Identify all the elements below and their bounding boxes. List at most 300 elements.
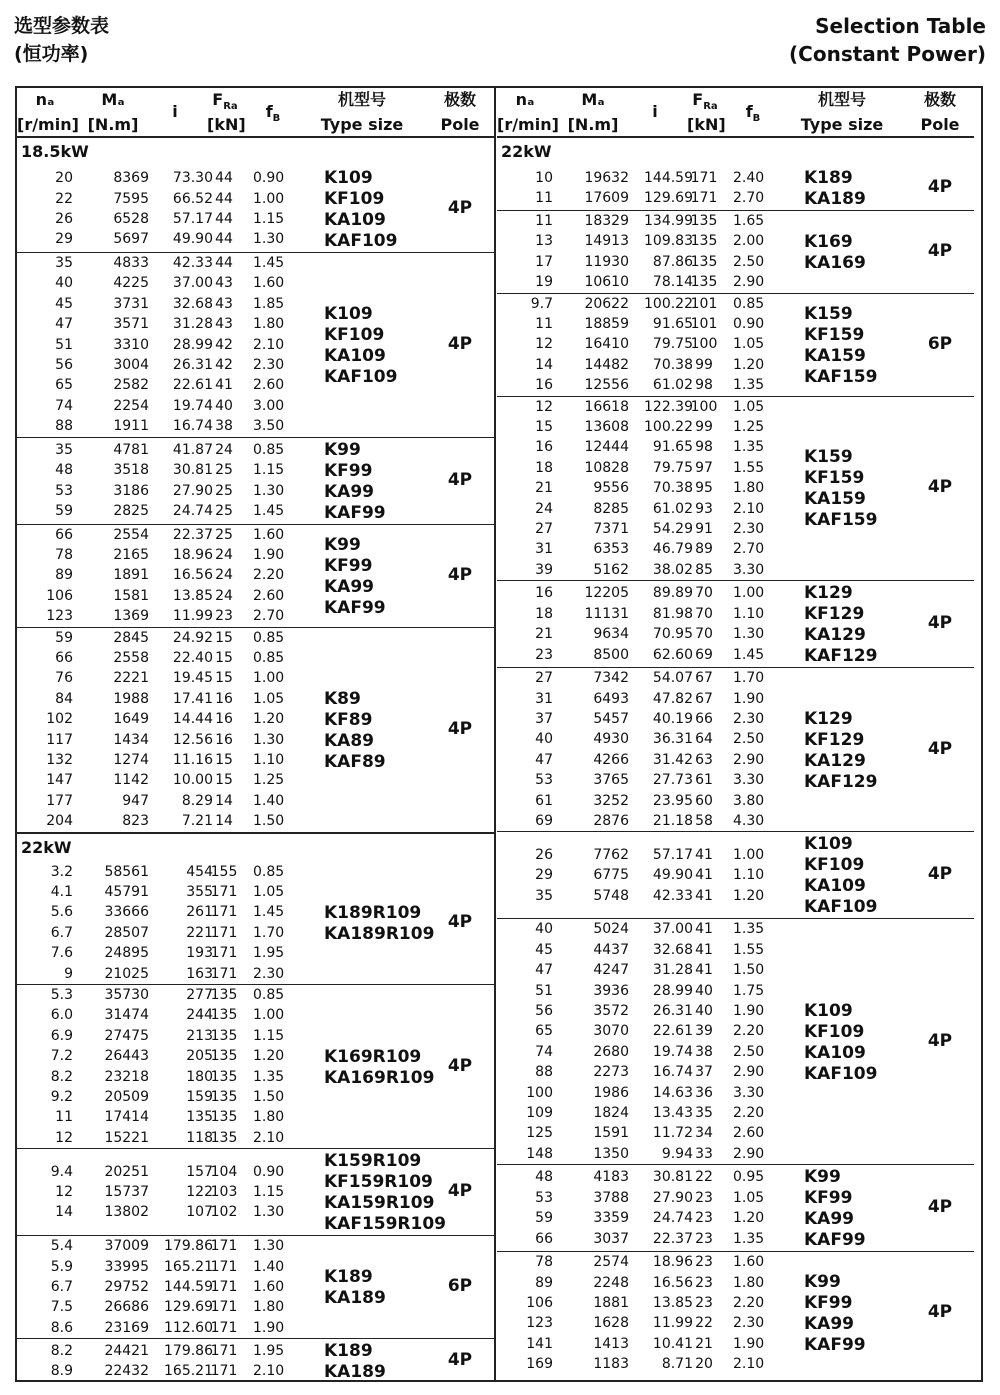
ratio-value: 37.00 [172, 275, 213, 292]
type-size: KAF129 [804, 646, 878, 667]
pole-value: 6P [927, 333, 953, 354]
service-factor-value: 2.60 [733, 1125, 765, 1142]
pole-value: 4P [927, 864, 953, 885]
service-factor-value: 2.60 [253, 587, 285, 604]
table-row [497, 668, 974, 688]
col-ma-main: Mₐ [581, 90, 605, 109]
speed-value: 24 [535, 500, 553, 517]
torque-value: 1274 [113, 751, 149, 768]
radial-load-value: 171 [210, 1299, 238, 1316]
service-factor-value: 2.10 [253, 336, 285, 353]
table-row [497, 272, 974, 292]
radial-load-value: 135 [690, 253, 718, 270]
service-factor-value: 1.50 [733, 962, 765, 979]
speed-value: 23 [535, 646, 553, 663]
table-row [17, 229, 494, 249]
selection-group [17, 166, 494, 253]
title-en-line2: (Constant Power) [789, 42, 986, 66]
table-row [17, 586, 494, 606]
radial-load-value: 135 [210, 1109, 238, 1126]
ratio-value: 16.56 [652, 1274, 693, 1291]
speed-value: 106 [46, 587, 73, 604]
ratio-value: 70.38 [652, 356, 693, 373]
radial-load-value: 61 [695, 772, 713, 789]
service-factor-value: 0.95 [733, 1169, 765, 1186]
pole-value: 4P [927, 738, 953, 759]
type-size: KA159R109 [324, 1193, 435, 1214]
ratio-value: 24.92 [172, 629, 213, 646]
pole-value: 4P [927, 1030, 953, 1051]
table-header [497, 88, 974, 138]
radial-load-value: 41 [215, 377, 233, 394]
type-size-list [324, 440, 386, 524]
torque-value: 3186 [113, 482, 149, 499]
speed-value: 8.2 [50, 1068, 73, 1085]
service-factor-value: 1.30 [253, 231, 285, 248]
ratio-value: 61.02 [652, 500, 693, 517]
speed-value: 177 [46, 792, 73, 809]
ratio-value: 13.43 [652, 1104, 693, 1121]
type-size: K169 [804, 231, 853, 252]
torque-value: 10610 [584, 274, 629, 291]
torque-value: 1986 [593, 1084, 629, 1101]
speed-value: 84 [55, 690, 73, 707]
torque-value: 20509 [104, 1088, 149, 1105]
speed-value: 12 [55, 1129, 73, 1146]
type-size-list [804, 1001, 877, 1085]
col-na-main: nₐ [515, 90, 535, 109]
torque-value: 1434 [113, 731, 149, 748]
table-row [17, 985, 494, 1005]
type-size: K89 [324, 688, 361, 709]
type-size: K109 [804, 834, 853, 855]
table-row [497, 940, 974, 960]
radial-load-value: 43 [215, 316, 233, 333]
col-i-label: i [652, 102, 658, 121]
ratio-value: 37.00 [652, 921, 693, 938]
speed-value: 88 [55, 418, 73, 435]
ratio-value: 19.74 [172, 397, 213, 414]
radial-load-value: 135 [690, 274, 718, 291]
speed-value: 123 [46, 608, 73, 625]
radial-load-value: 171 [690, 169, 718, 186]
ratio-value: 32.68 [172, 295, 213, 312]
table-row [497, 499, 974, 519]
table-row [17, 1297, 494, 1317]
ratio-value: 109.83 [644, 233, 693, 250]
service-factor-value: 0.85 [253, 629, 285, 646]
table-row [17, 545, 494, 565]
pole-value: 4P [447, 718, 473, 739]
table-row [17, 1341, 494, 1361]
radial-load-value: 171 [210, 1238, 238, 1255]
service-factor-value: 1.80 [733, 480, 765, 497]
type-size: K189 [324, 1341, 373, 1362]
col-type-unit: Type size [800, 115, 884, 134]
ratio-value: 22.37 [652, 1230, 693, 1247]
type-size: KAF159 [804, 510, 878, 531]
service-factor-value: 1.45 [253, 255, 285, 271]
ratio-value: 54.07 [652, 670, 693, 687]
torque-value: 12444 [584, 439, 629, 456]
type-size-list [804, 834, 877, 918]
radial-load-value: 69 [695, 646, 713, 663]
torque-value: 3037 [593, 1230, 629, 1247]
type-size: K99 [324, 534, 361, 555]
pole-value: 4P [927, 177, 953, 197]
type-size-list [324, 1267, 386, 1309]
table-row [497, 1293, 974, 1313]
service-factor-value: 1.05 [733, 1189, 765, 1206]
type-size-list [804, 583, 877, 667]
pole-value: 4P [927, 1197, 953, 1218]
torque-value: 9556 [593, 480, 629, 497]
title-cn-line2: (恒功率) [14, 43, 89, 65]
pole-value: 4P [927, 477, 953, 498]
table-row [497, 1042, 974, 1062]
type-size: KAF99 [804, 1230, 866, 1251]
col-fra-main: F [212, 90, 224, 109]
radial-load-value: 24 [215, 546, 233, 563]
table-row [17, 335, 494, 355]
service-factor-value: 1.15 [253, 211, 285, 227]
torque-value: 18859 [584, 315, 629, 332]
type-size: K109 [324, 168, 373, 188]
type-size: KA189 [804, 189, 866, 209]
service-factor-value: 1.05 [253, 690, 285, 707]
col-fra-sub: Ra [703, 101, 718, 113]
radial-load-value: 15 [215, 629, 233, 646]
torque-value: 5162 [593, 561, 629, 578]
service-factor-value: 0.90 [733, 315, 765, 332]
torque-value: 37009 [104, 1238, 149, 1255]
ratio-value: 27.90 [172, 482, 213, 499]
ratio-value: 31.42 [652, 751, 693, 768]
radial-load-value: 14 [215, 792, 233, 809]
type-size: KA99 [804, 1314, 854, 1335]
service-factor-value: 1.00 [733, 585, 765, 602]
ratio-value: 31.28 [172, 316, 213, 333]
table-row [497, 231, 974, 251]
torque-value: 15221 [104, 1129, 149, 1146]
service-factor-value: 1.25 [253, 772, 285, 789]
table-body [17, 138, 494, 1383]
service-factor-value: 1.35 [733, 439, 765, 456]
speed-value: 19 [535, 274, 553, 291]
ratio-value: 28.99 [172, 336, 213, 353]
radial-load-value: 135 [210, 1048, 238, 1065]
type-size-list [324, 1341, 386, 1383]
table-row [497, 583, 974, 603]
ratio-value: 42.33 [172, 255, 213, 271]
torque-value: 3518 [113, 462, 149, 479]
radial-load-value: 102 [210, 1204, 238, 1221]
type-size: KA159 [804, 489, 866, 510]
type-size: KA109 [804, 1042, 866, 1063]
type-size: KAF99 [804, 1335, 866, 1356]
ratio-value: 24.74 [172, 502, 213, 519]
ratio-value: 78.14 [652, 274, 693, 291]
ratio-value: 73.30 [172, 170, 213, 187]
torque-value: 5748 [593, 887, 629, 904]
radial-load-value: 44 [215, 190, 233, 207]
torque-value: 20622 [584, 295, 629, 312]
speed-value: 74 [535, 1043, 553, 1060]
torque-value: 16618 [584, 398, 629, 415]
ratio-value: 28.99 [652, 982, 693, 999]
speed-value: 74 [55, 397, 73, 414]
torque-value: 1591 [593, 1125, 629, 1142]
ratio-value: 36.31 [652, 731, 693, 748]
speed-value: 89 [535, 1274, 553, 1291]
speed-value: 89 [55, 567, 73, 584]
radial-load-value: 135 [210, 1088, 238, 1105]
speed-value: 8.2 [50, 1342, 73, 1359]
type-size: K159 [804, 303, 853, 324]
ratio-value: 159 [186, 1088, 213, 1105]
table-row [497, 1313, 974, 1333]
speed-value: 169 [526, 1356, 553, 1373]
radial-load-value: 171 [210, 883, 238, 900]
torque-value: 8369 [113, 170, 149, 187]
title-en-line1: Selection Table [815, 14, 986, 38]
radial-load-value: 37 [695, 1064, 713, 1081]
radial-load-value: 23 [215, 608, 233, 625]
pole-value: 4P [447, 198, 473, 218]
ratio-value: 11.16 [172, 751, 213, 768]
torque-value: 4930 [593, 731, 629, 748]
radial-load-value: 98 [695, 377, 713, 394]
torque-value: 9634 [593, 626, 629, 643]
torque-value: 13802 [104, 1204, 149, 1221]
service-factor-value: 0.85 [253, 441, 285, 458]
speed-value: 117 [46, 731, 73, 748]
table-row [17, 209, 494, 229]
pole-value: 4P [447, 469, 473, 490]
ratio-value: 10.41 [652, 1335, 693, 1352]
service-factor-value: 1.05 [253, 883, 285, 900]
pole-value: 4P [927, 240, 953, 261]
torque-value: 1369 [113, 608, 149, 625]
radial-load-value: 44 [215, 231, 233, 248]
selection-group [497, 1165, 974, 1252]
torque-value: 1911 [113, 418, 149, 435]
ratio-value: 179.86 [164, 1238, 213, 1255]
radial-load-value: 41 [695, 921, 713, 938]
radial-load-value: 104 [210, 1163, 238, 1180]
selection-group [17, 525, 494, 628]
ratio-value: 18.96 [172, 546, 213, 563]
service-factor-value: 2.00 [733, 233, 765, 250]
torque-value: 16410 [584, 336, 629, 353]
radial-load-value: 44 [215, 211, 233, 227]
torque-value: 3788 [593, 1189, 629, 1206]
type-size: KAF109 [324, 231, 398, 251]
torque-value: 24421 [104, 1342, 149, 1359]
ratio-value: 30.81 [652, 1169, 693, 1186]
radial-load-value: 63 [695, 751, 713, 768]
torque-value: 11930 [584, 253, 629, 270]
table-row [17, 882, 494, 902]
type-size: KF129 [804, 604, 865, 625]
type-size-list [804, 232, 866, 274]
table-row [497, 188, 974, 208]
service-factor-value: 0.85 [253, 649, 285, 666]
ratio-value: 40.19 [652, 710, 693, 727]
type-size: K189R109 [324, 902, 422, 923]
speed-value: 6.9 [50, 1027, 73, 1044]
service-factor-value: 2.90 [733, 1145, 765, 1162]
service-factor-value: 1.60 [253, 275, 285, 292]
speed-value: 61 [535, 792, 553, 809]
torque-value: 28507 [104, 924, 149, 941]
torque-value: 1183 [593, 1356, 629, 1373]
table-row [497, 981, 974, 1001]
table-row [497, 750, 974, 770]
torque-value: 14913 [584, 233, 629, 250]
torque-value: 15737 [104, 1183, 149, 1200]
speed-value: 12 [535, 398, 553, 415]
speed-value: 15 [535, 418, 553, 435]
speed-value: 9.4 [50, 1163, 73, 1180]
service-factor-value: 1.45 [253, 904, 285, 921]
ratio-value: 22.37 [172, 526, 213, 543]
type-size: KF159 [804, 324, 865, 345]
speed-value: 35 [55, 441, 73, 458]
service-factor-value: 2.60 [253, 377, 285, 394]
column-divider [494, 86, 496, 1382]
ratio-value: 205 [186, 1048, 213, 1065]
type-size: KA99 [324, 576, 374, 597]
table-row [497, 1208, 974, 1228]
speed-value: 78 [55, 546, 73, 563]
service-factor-value: 1.90 [253, 1319, 285, 1336]
service-factor-value: 1.90 [733, 1335, 765, 1352]
torque-value: 7762 [593, 846, 629, 863]
type-size: KF109 [324, 189, 385, 209]
ratio-value: 79.75 [652, 459, 693, 476]
selection-group [17, 253, 494, 438]
radial-load-value: 43 [215, 295, 233, 312]
radial-load-value: 24 [215, 567, 233, 584]
radial-load-value: 44 [215, 170, 233, 187]
selection-group [17, 628, 494, 834]
table-row [497, 560, 974, 580]
torque-value: 1824 [593, 1104, 629, 1121]
speed-value: 11 [55, 1109, 73, 1126]
speed-value: 6.0 [50, 1007, 73, 1024]
speed-value: 29 [55, 231, 73, 248]
service-factor-value: 2.70 [733, 541, 765, 558]
torque-value: 4437 [593, 941, 629, 958]
service-factor-value: 2.40 [733, 169, 765, 186]
radial-load-value: 41 [695, 941, 713, 958]
type-size: KF129 [804, 729, 865, 750]
service-factor-value: 1.40 [253, 1258, 285, 1275]
speed-value: 11 [535, 213, 553, 229]
speed-value: 22 [55, 190, 73, 207]
radial-load-value: 42 [215, 336, 233, 353]
table-row [497, 355, 974, 375]
speed-value: 14 [55, 1204, 73, 1221]
service-factor-value: 1.75 [733, 982, 765, 999]
speed-value: 109 [526, 1104, 553, 1121]
col-fra-unit: [kN] [687, 115, 726, 134]
radial-load-value: 171 [210, 945, 238, 962]
service-factor-value: 1.20 [253, 1048, 285, 1065]
radial-load-value: 66 [695, 710, 713, 727]
speed-value: 65 [535, 1023, 553, 1040]
type-size: KAF99 [324, 502, 386, 523]
torque-value: 2825 [113, 502, 149, 519]
torque-value: 4266 [593, 751, 629, 768]
type-size: KA189 [324, 1288, 386, 1309]
speed-value: 56 [55, 357, 73, 373]
ratio-value: 38.02 [652, 561, 693, 578]
table-row [17, 1361, 494, 1381]
service-factor-value: 1.65 [733, 213, 765, 229]
ratio-value: 26.31 [652, 1002, 693, 1019]
speed-value: 65 [55, 377, 73, 394]
service-factor-value: 1.00 [733, 846, 765, 863]
torque-value: 19632 [584, 169, 629, 186]
speed-value: 7.2 [50, 1048, 73, 1065]
radial-load-value: 41 [695, 962, 713, 979]
ratio-value: 144.59 [164, 1278, 213, 1295]
service-factor-value: 2.10 [733, 1356, 765, 1373]
service-factor-value: 2.70 [253, 608, 285, 625]
speed-value: 26 [55, 211, 73, 227]
ratio-value: 277 [186, 986, 213, 1003]
table-row [17, 1107, 494, 1127]
service-factor-value: 4.30 [733, 812, 765, 829]
torque-value: 7342 [593, 670, 629, 687]
speed-value: 11 [535, 190, 553, 206]
radial-load-value: 67 [695, 670, 713, 687]
ratio-value: 11.99 [652, 1315, 693, 1332]
service-factor-value: 2.20 [733, 1023, 765, 1040]
table-row [17, 416, 494, 436]
torque-value: 1881 [593, 1294, 629, 1311]
speed-value: 16 [535, 377, 553, 394]
table-row [497, 689, 974, 709]
ratio-value: 107 [186, 1204, 213, 1221]
radial-load-value: 23 [695, 1294, 713, 1311]
radial-load-value: 24 [215, 441, 233, 458]
torque-value: 26443 [104, 1048, 149, 1065]
torque-value: 14482 [584, 356, 629, 373]
table-row [497, 1083, 974, 1103]
table-row [497, 458, 974, 478]
speed-value: 47 [55, 316, 73, 333]
service-factor-value: 2.30 [733, 520, 765, 537]
col-type-label [307, 88, 417, 112]
ratio-value: 49.90 [652, 867, 693, 884]
speed-value: 59 [55, 502, 73, 519]
col-type-main: 机型号 [817, 90, 866, 109]
table-row [17, 396, 494, 416]
col-ma-main: Mₐ [101, 90, 125, 109]
torque-value: 33666 [104, 904, 149, 921]
service-factor-value: 0.90 [253, 1163, 285, 1180]
selection-group [497, 832, 974, 919]
torque-value: 3070 [593, 1023, 629, 1040]
service-factor-value: 0.90 [253, 170, 285, 187]
table-row [497, 919, 974, 939]
type-size: KF159R109 [324, 1172, 433, 1193]
type-size: KA129 [804, 750, 866, 771]
ratio-value: 221 [186, 924, 213, 941]
